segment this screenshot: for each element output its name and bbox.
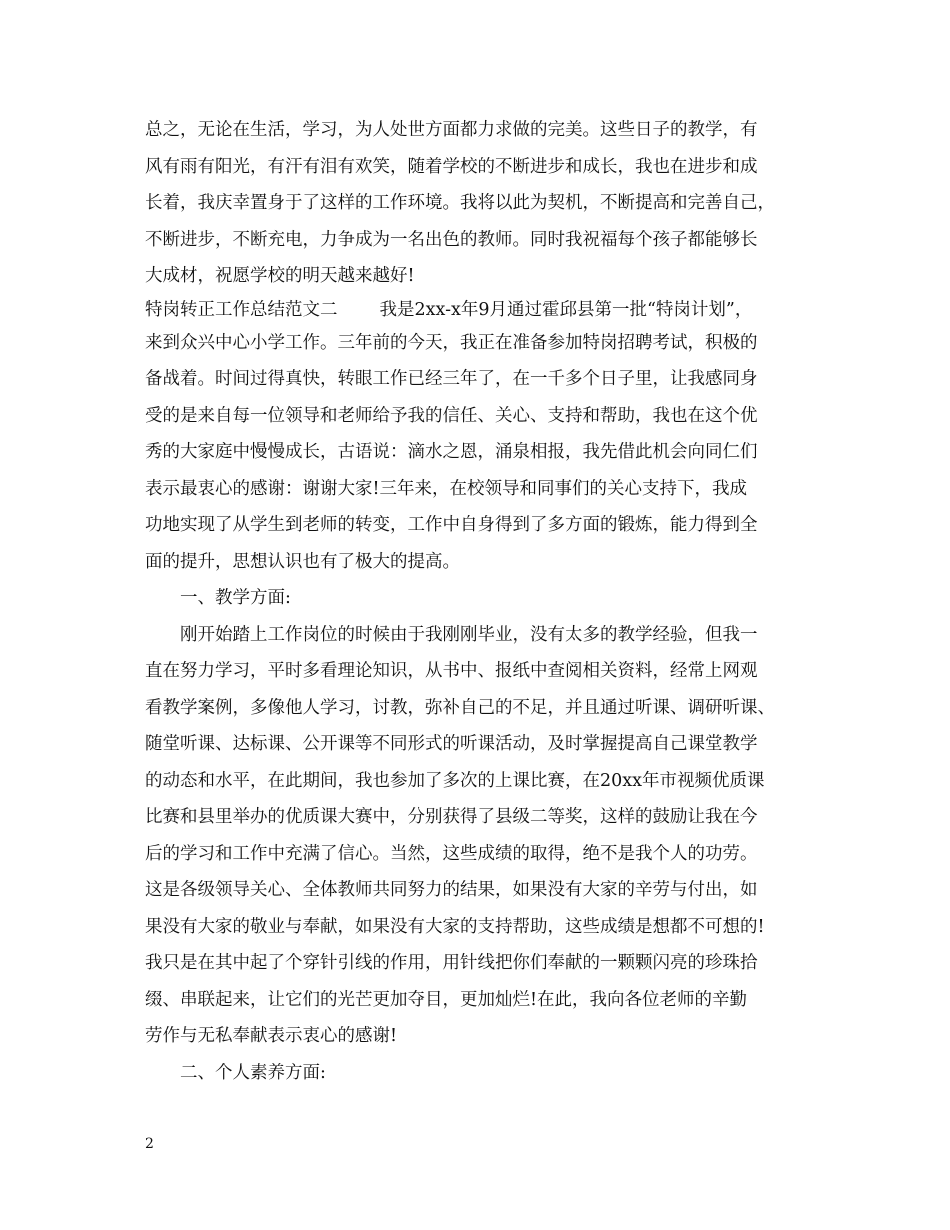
text-run: 我是2xx-x年9月通过霍邱县第一批“特岗计划”， xyxy=(379,299,753,320)
text-line: 秀的大家庭中慢慢成长，古语说：滴水之恩，涌泉相报，我先借此机会向同仁们 xyxy=(145,442,758,462)
text-line: 果没有大家的敬业与奉献，如果没有大家的支持帮助，这些成绩是想都不可想的! xyxy=(145,916,765,937)
text-line: 总之，无论在生活，学习，为人处世方面都力求做的完美。这些日子的教学，有 xyxy=(145,120,758,140)
text-line: 大成材，祝愿学校的明天越来越好! xyxy=(145,266,415,286)
text-line: 面的提升，思想认识也有了极大的提高。 xyxy=(145,551,460,572)
text-line: 刚开始踏上工作岗位的时候由于我刚刚毕业，没有太多的教学经验，但我一 xyxy=(180,624,758,645)
text-line: 功地实现了从学生到老师的转变，工作中自身得到了多方面的锻炼，能力得到全 xyxy=(145,515,758,535)
document-body xyxy=(145,112,810,1091)
text-line: 来到众兴中心小学工作。三年前的今天，我正在准备参加特岗招聘考试，积极的 xyxy=(145,332,758,353)
heading-personal-quality: 二、个人素养方面: xyxy=(180,1062,326,1083)
text-line: 缀、串联起来，让它们的光芒更加夺目，更加灿烂!在此，我向各位老师的辛勤 xyxy=(145,989,748,1010)
text-line: 劳作与无私奉献表示衷心的感谢! xyxy=(145,1026,398,1046)
heading-teaching: 一、教学方面: xyxy=(180,588,291,608)
text-line: 备战着。时间过得真快，转眼工作已经三年了，在一千多个日子里，让我感同身 xyxy=(145,369,758,389)
text-line: 比赛和县里举办的优质课大赛中，分别获得了县级二等奖，这样的鼓励让我在今 xyxy=(145,807,758,827)
text-line: 随堂听课、达标课、公开课等不同形式的听课活动，及时掌握提高自己课堂教学 xyxy=(145,734,758,754)
section-title-line xyxy=(145,295,810,325)
text-line: 长着，我庆幸置身于了这样的工作环境。我将以此为契机，不断提高和完善自己， xyxy=(145,193,775,213)
text-line: 这是各级领导关心、全体教师共同努力的结果，如果没有大家的辛劳与付出，如 xyxy=(145,880,758,900)
text-line: 风有雨有阳光，有汗有泪有欢笑，随着学校的不断进步和成长，我也在进步和成 xyxy=(145,156,758,177)
text-line: 后的学习和工作中充满了信心。当然，这些成绩的取得，绝不是我个人的功劳。 xyxy=(145,843,758,864)
text-line: 的动态和水平，在此期间，我也参加了多次的上课比赛，在20xx年市视频优质课 xyxy=(145,770,765,791)
text-line: 不断进步，不断充电，力争成为一名出色的教师。同时我祝福每个孩子都能够长 xyxy=(145,229,758,250)
text-line: 我只是在其中起了个穿针引线的作用，用针线把你们奉献的一颗颗闪亮的珍珠拾 xyxy=(145,953,758,973)
page-number: 2 xyxy=(145,1136,154,1152)
section-title: 特岗转正工作总结范文二 xyxy=(145,299,338,320)
text-line: 看教学案例，多像他人学习，讨教，弥补自己的不足，并且通过听课、调研听课、 xyxy=(145,697,775,718)
text-line: 受的是来自每一位领导和老师给予我的信任、关心、支持和帮助，我也在这个优 xyxy=(145,405,758,426)
text-line: 表示最衷心的感谢：谢谢大家!三年来，在校领导和同事们的关心支持下，我成 xyxy=(145,478,748,499)
text-line: 直在努力学习，平时多看理论知识，从书中、报纸中查阅相关资料，经常上网观 xyxy=(145,661,758,681)
